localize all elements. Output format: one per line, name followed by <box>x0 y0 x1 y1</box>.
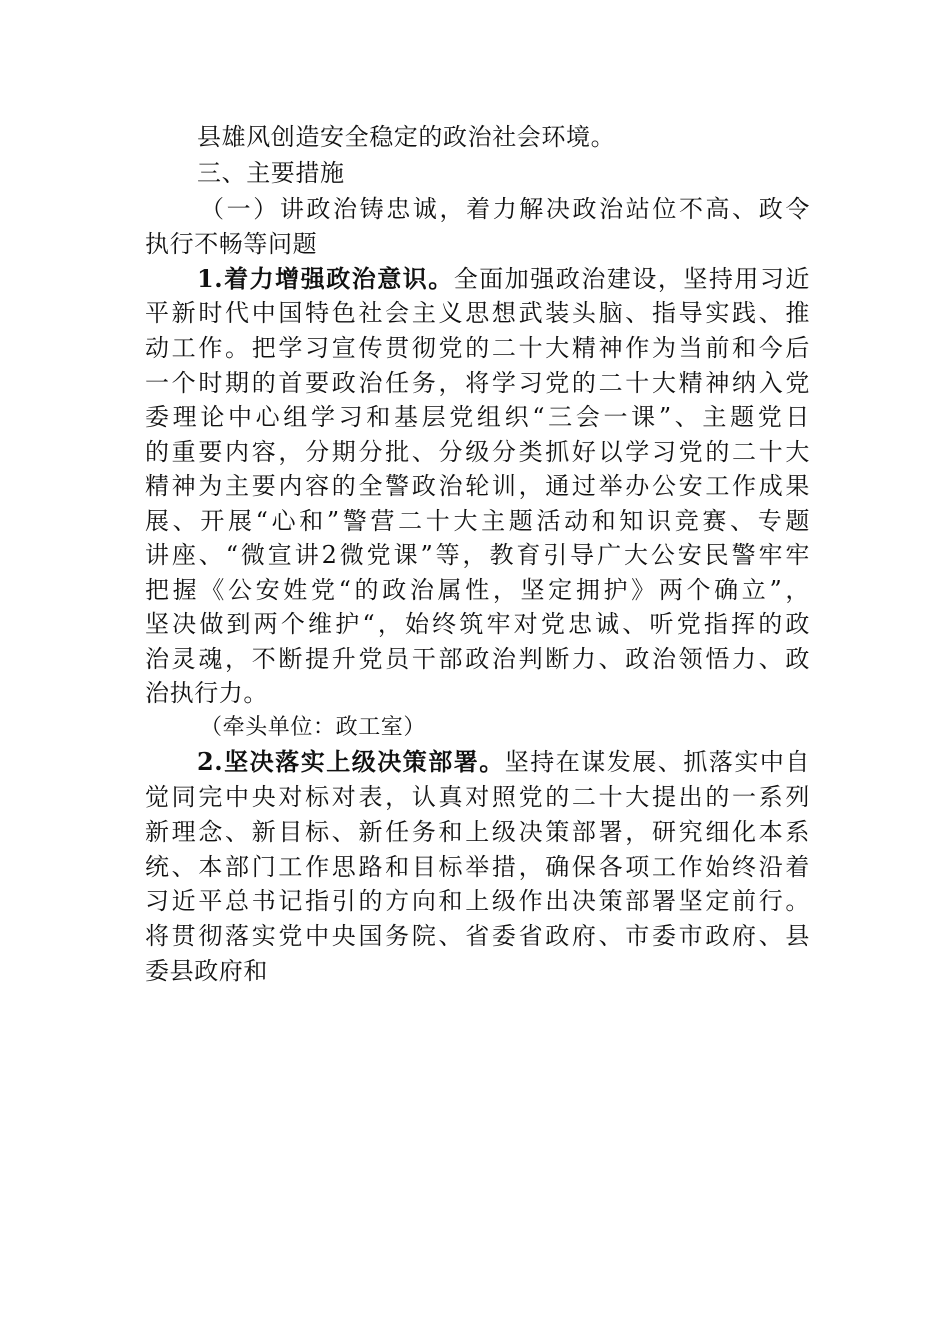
body-line-last: 委县政府和 <box>145 957 268 985</box>
body-line: 平新时代中国特色社会主义思想武装头脑、指导实践、推 <box>145 299 810 327</box>
item-1-text: 全面加强政治建设，坚持用习近 <box>453 265 810 293</box>
body-line: 展、开展“心和”警营二十大主题活动和知识竞赛、专题 <box>145 507 810 535</box>
item-1-title: 1.着力增强政治意识。 <box>197 264 454 293</box>
paragraph-continuation-line: 县雄风创造安全稳定的政治社会环境。 <box>197 123 616 151</box>
body-line: 把握《公安姓党“的政治属性，坚定拥护》两个确立”， <box>145 576 810 604</box>
subsection-heading-line-1: （一）讲政治铸忠诚，着力解决政治站位不高、政令 <box>200 195 810 223</box>
body-line: 习近平总书记指引的方向和上级作出决策部署坚定前行。 <box>145 887 810 915</box>
body-line: 委理论中心组学习和基层党组织“三会一课”、主题党日 <box>145 403 810 431</box>
body-line: 讲座、“微宣讲2微党课”等，教育引导广大公安民警牢牢 <box>145 541 810 569</box>
body-line: 觉同完中央对标对表，认真对照党的二十大提出的一系列 <box>145 783 810 811</box>
body-line: 治灵魂，不断提升党员干部政治判断力、政治领悟力、政 <box>145 645 810 673</box>
body-line: 坚决做到两个维护“，始终筑牢对党忠诚、听党指挥的政 <box>145 610 810 638</box>
body-line: 新理念、新目标、新任务和上级决策部署，研究细化本系 <box>145 818 810 846</box>
body-line-last: 治执行力。 <box>145 679 268 707</box>
item-2-text: 坚持在谋发展、抓落实中自 <box>504 748 810 776</box>
body-line: 精神为主要内容的全警政治轮训，通过举办公安工作成果 <box>145 472 810 500</box>
body-line: 动工作。把学习宣传贯彻党的二十大精神作为当前和今后 <box>145 334 810 362</box>
item-2-first-line <box>197 745 810 779</box>
body-line: 统、本部门工作思路和目标举措，确保各项工作始终沿着 <box>145 853 810 881</box>
lead-unit-note: （牵头单位：政工室） <box>200 715 427 740</box>
body-line: 将贯彻落实党中央国务院、省委省政府、市委市政府、县 <box>145 922 810 950</box>
section-heading: 三、主要措施 <box>197 159 345 187</box>
item-2-title: 2.坚决落实上级决策部署。 <box>197 747 505 776</box>
subsection-heading-line-2: 执行不畅等问题 <box>145 230 318 258</box>
body-line: 一个时期的首要政治任务，将学习党的二十大精神纳入党 <box>145 369 810 397</box>
body-line: 的重要内容，分期分批、分级分类抓好以学习党的二十大 <box>145 438 810 466</box>
item-1-first-line <box>197 262 810 296</box>
